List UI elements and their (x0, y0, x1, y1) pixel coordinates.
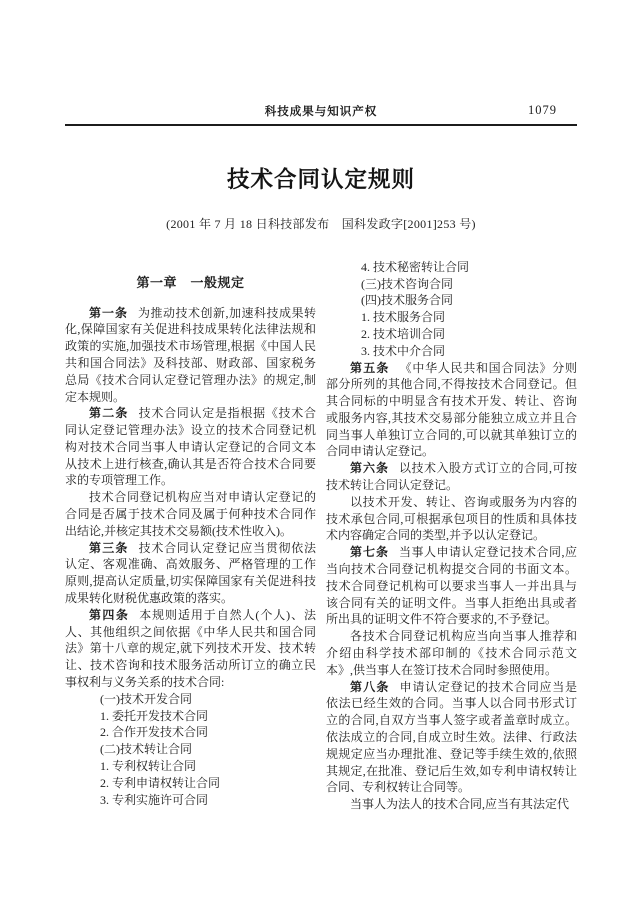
paragraph-text: (一)技术开发合同 (100, 691, 192, 706)
article-number: 第二条 (89, 406, 129, 421)
list-item (65, 708, 316, 725)
paragraph (326, 360, 577, 461)
paragraph-text: 当事人为法人的技术合同,应当有其法定代 (350, 797, 570, 812)
header-rule (65, 124, 577, 126)
paragraph-text: 1. 专利权转让合同 (100, 759, 197, 774)
paragraph (65, 305, 316, 406)
paragraph-text: 技术合同登记机构应当对申请认定登记的合同是否属于技术合同及属于何种技术合同作出结论,并核定其技术交易额(技术性收入)。 (65, 490, 316, 538)
paragraph-text: 技术合同认定登记应当贯彻依法认定、客观准确、高效服务、严格管理的工作原则,提高认定质量,切实保障国家有关促进科技成果转化财税优惠政策的落实。 (65, 540, 316, 606)
paragraph (65, 607, 316, 691)
article-number: 第一条 (89, 305, 128, 320)
article-number: 第五条 (350, 360, 390, 375)
paragraph (326, 679, 577, 797)
article-number: 第四条 (89, 607, 130, 622)
article-number: 第八条 (350, 679, 390, 694)
list-item (65, 724, 316, 741)
list-item (326, 292, 577, 309)
paragraph (65, 489, 316, 539)
article-number: 第六条 (350, 461, 389, 476)
paragraph-text: 申请认定登记的技术合同应当是依法已经生效的合同。当事人以合同书形式订立的合同,自双方当事人签字或者盖章时成立。依法成立的合同,自成立时生效。法律、行政法规规定应当办理批准、登记等手续生效的,依照其规定,在批准、登记后生效,如专利申请权转让合同、专利权转让合同等。 (326, 679, 577, 795)
page-header (65, 103, 577, 118)
chapter-heading (65, 275, 316, 292)
list-item (326, 309, 577, 326)
right-column (326, 259, 577, 813)
document-subtitle: (2001 年 7 月 18 日科技部发布 国科发政字[2001]253 号) (166, 216, 476, 231)
article-number: 第三条 (89, 540, 129, 555)
paragraph (326, 460, 577, 494)
paragraph-text: 2. 合作开发技术合同 (100, 725, 209, 740)
paragraph-text: (四)技术服务合同 (361, 293, 453, 308)
paragraph (326, 628, 577, 678)
list-item (65, 741, 316, 758)
paragraph (326, 544, 577, 628)
paragraph-text: 为推动技术创新,加速科技成果转化,保障国家有关促进科技成果转化法律法规和政策的实施,加强技术市场管理,根据《中国人民共和国合同法》及科技部、财政部、国家税务总局《技术合同认定登记管理办法》的规定,制定本规则。 (65, 305, 316, 404)
paragraph (65, 540, 316, 607)
running-head: 科技成果与知识产权 (264, 106, 378, 118)
list-item (326, 276, 577, 293)
paragraph (65, 405, 316, 489)
paragraph-text: 第一章 一般规定 (136, 274, 245, 290)
list-item (326, 326, 577, 343)
paragraph-text: 各技术合同登记机构应当向当事人推荐和介绍由科学技术部印制的《技术合同示范文本》,供当事人在签订技术合同时参照使用。 (326, 629, 577, 677)
paragraph-text: 当事人申请认定登记技术合同,应当向技术合同登记机构提交合同的书面文本。技术合同登记机构可以要求当事人一并出具与该合同有关的证明文件。当事人拒绝出具或者所出具的证明文件不符合要求的,不予登记。 (326, 545, 577, 627)
document-title: 技术合同认定规则 (226, 166, 415, 192)
list-item (65, 691, 316, 708)
paragraph-text: 以技术开发、转让、咨询或服务为内容的技术承包合同,可根据承包项目的性质和具体技术内容确定合同的类型,并予以认定登记。 (326, 494, 577, 543)
paragraph-text: 3. 专利实施许可合同 (100, 792, 209, 807)
article-number: 第七条 (350, 545, 389, 560)
paragraph-text: 4. 技术秘密转让合同 (361, 259, 470, 274)
paragraph-text: 1. 委托开发技术合同 (100, 708, 209, 723)
paragraph-text: 2. 技术培训合同 (361, 326, 446, 341)
paragraph-text: 3. 技术中介合同 (361, 343, 446, 358)
page-number: 1079 (528, 103, 557, 117)
paragraph-text: 2. 专利申请权转让合同 (100, 775, 221, 790)
list-item (65, 792, 316, 809)
list-item (65, 758, 316, 775)
list-item (326, 259, 577, 276)
paragraph (326, 796, 577, 813)
list-item (326, 343, 577, 360)
paragraph-text: (三)技术咨询合同 (361, 276, 453, 291)
content-columns (65, 259, 577, 813)
paragraph (326, 494, 577, 544)
paragraph-text: 本规则适用于自然人(个人)、法人、其他组织之间依据《中华人民共和国合同法》第十八章的规定,就下列技术开发、技术转让、技术咨询和技术服务活动所订立的确立民事权利与义务关系的技术合同: (65, 607, 316, 690)
paragraph-text: (二)技术转让合同 (100, 742, 192, 757)
paragraph-text: 1. 技术服务合同 (361, 310, 446, 325)
paragraph-text: 技术合同认定是指根据《技术合同认定登记管理办法》设立的技术合同登记机构对技术合同当事人申请认定登记的合同文本从技术上进行核查,确认其是否符合技术合同要求的专项管理工作。 (65, 406, 316, 488)
left-column (65, 259, 316, 813)
paragraph-text: 《中华人民共和国合同法》分则部分所列的其他合同,不得按技术合同登记。但其合同标的中明显含有技术开发、转让、咨询或服务内容,其技术交易部分能独立成立并且合同当事人单独订立合同的,可以就其单独订立的合同申请认定登记。 (326, 360, 577, 459)
paragraph-text: 以技术入股方式订立的合同,可按技术转让合同认定登记。 (326, 461, 577, 493)
list-item (65, 775, 316, 792)
